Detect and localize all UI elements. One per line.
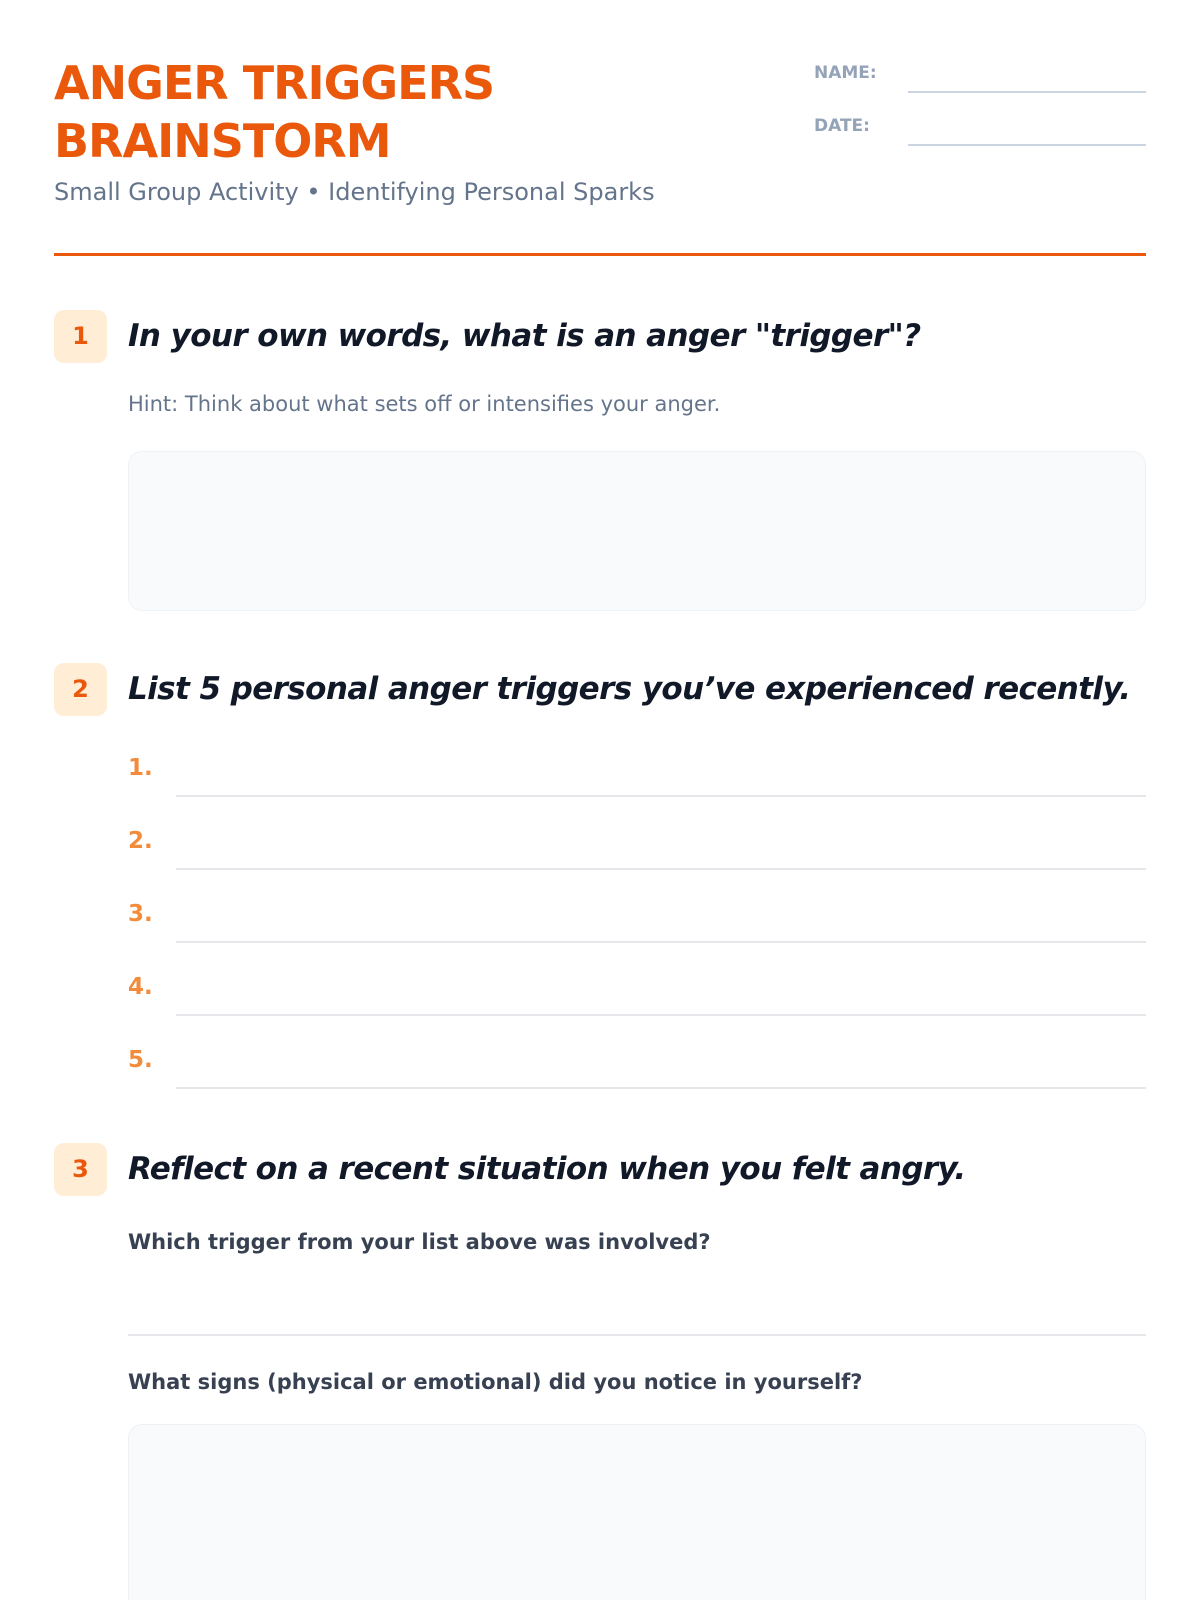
- section-number-badge: 1: [54, 310, 107, 363]
- section-3: [54, 1143, 1146, 1600]
- name-input-line[interactable]: [908, 91, 1146, 93]
- list-item[interactable]: [128, 893, 1146, 951]
- title-line-2: BRAINSTORM: [54, 114, 391, 168]
- list-item-line[interactable]: [176, 1087, 1146, 1089]
- list-item-line[interactable]: [176, 868, 1146, 870]
- section-question: In your own words, what is an anger "trigger"?: [128, 318, 921, 354]
- section-hint: Hint: Think about what sets off or intensifies your anger.: [128, 392, 721, 416]
- header-divider: [54, 253, 1146, 256]
- list-item-number: 5.: [128, 1047, 153, 1073]
- list-item[interactable]: [128, 747, 1146, 805]
- list-item-line[interactable]: [176, 795, 1146, 797]
- name-field[interactable]: [814, 54, 1146, 94]
- list-item-number: 2.: [128, 828, 153, 854]
- date-input-line[interactable]: [908, 144, 1146, 146]
- worksheet-page: [54, 0, 1146, 1600]
- list-item[interactable]: [128, 966, 1146, 1024]
- list-item-number: 3.: [128, 901, 153, 927]
- answer-box[interactable]: [128, 1424, 1146, 1600]
- section-1: [54, 310, 1146, 610]
- list-item-number: 1.: [128, 755, 153, 781]
- section-number-badge: 3: [54, 1143, 107, 1196]
- list-item-line[interactable]: [176, 1014, 1146, 1016]
- list-item-number: 4.: [128, 974, 153, 1000]
- sub-question: Which trigger from your list above was involved?: [128, 1230, 711, 1254]
- date-label: DATE:: [814, 116, 870, 136]
- section-number-badge: 2: [54, 663, 107, 716]
- answer-line[interactable]: [128, 1334, 1146, 1336]
- list-item-line[interactable]: [176, 941, 1146, 943]
- date-field[interactable]: [814, 107, 1146, 147]
- section-2: [54, 663, 1146, 1093]
- list-item[interactable]: [128, 1039, 1146, 1097]
- section-question: List 5 personal anger triggers you’ve experienced recently.: [128, 671, 1131, 707]
- sub-question: What signs (physical or emotional) did you notice in yourself?: [128, 1370, 863, 1394]
- worksheet-header: [54, 54, 1146, 256]
- answer-box[interactable]: [128, 451, 1146, 611]
- page-subtitle: Small Group Activity • Identifying Personal Sparks: [54, 178, 655, 206]
- list-item[interactable]: [128, 820, 1146, 878]
- page-title: [54, 54, 674, 170]
- section-question: Reflect on a recent situation when you felt angry.: [128, 1151, 966, 1187]
- name-label: NAME:: [814, 63, 877, 83]
- title-line-1: ANGER TRIGGERS: [54, 56, 495, 110]
